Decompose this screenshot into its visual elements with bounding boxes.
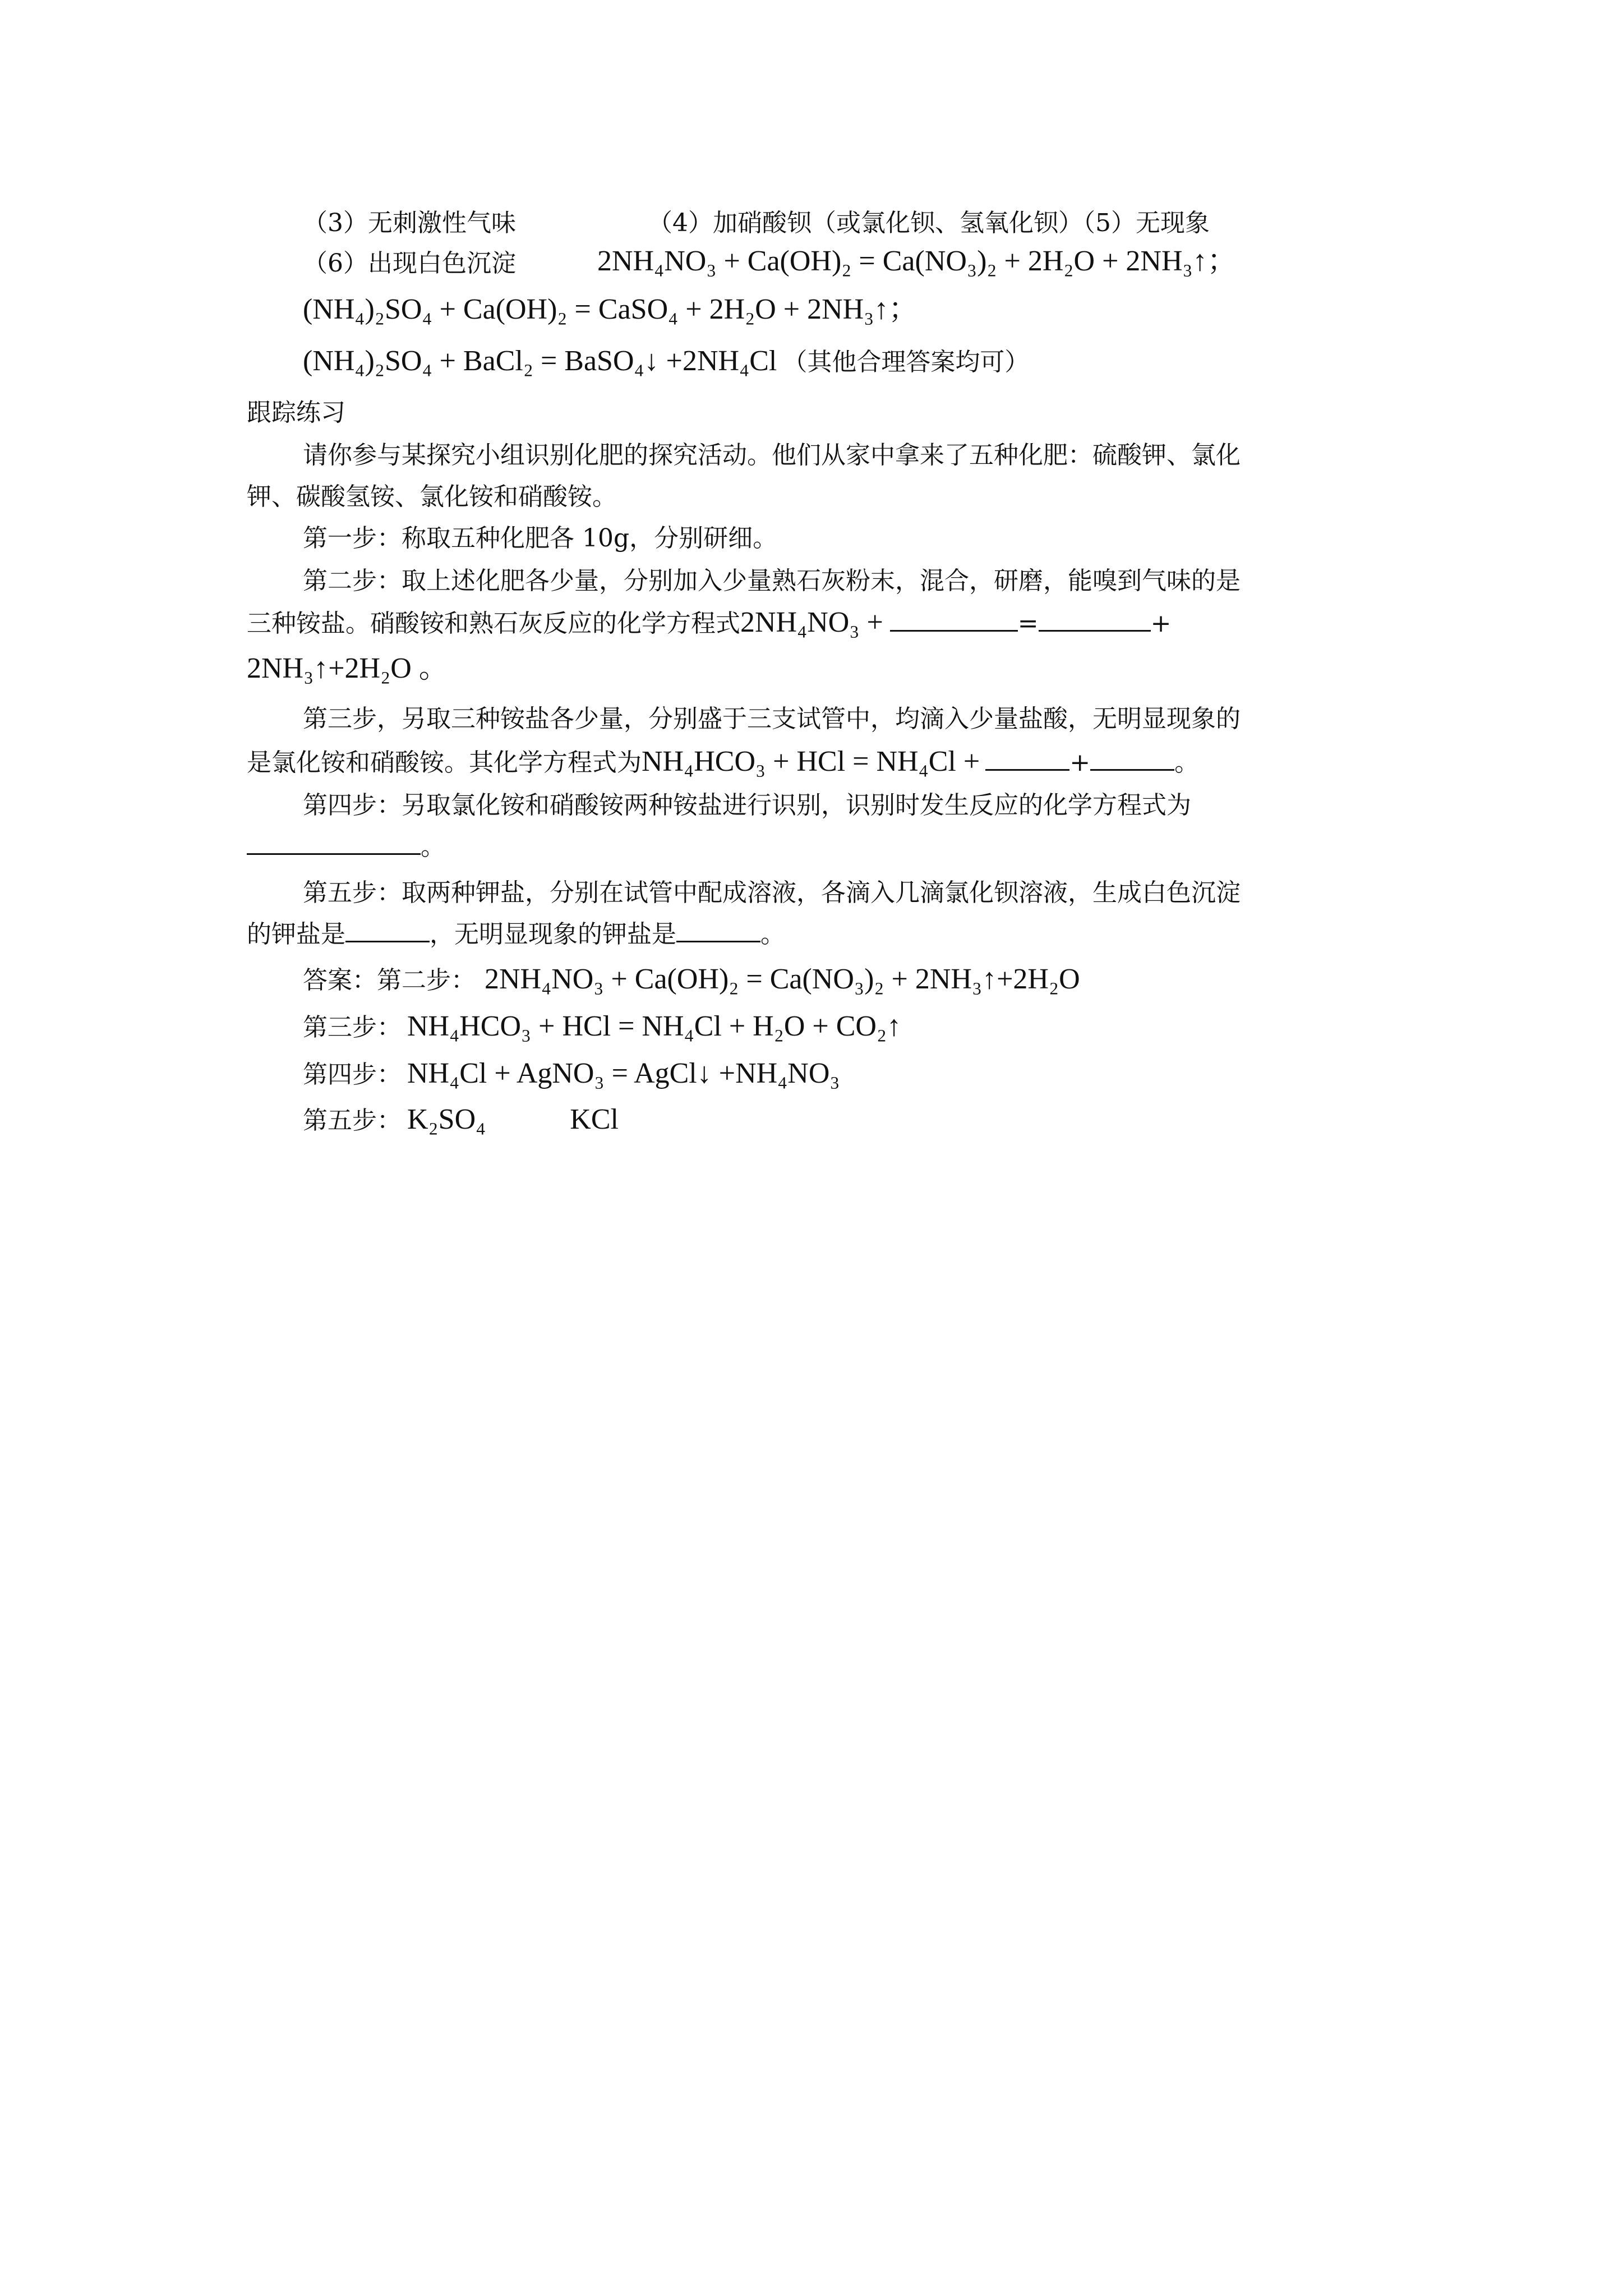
answer-kcl: KCl [570, 1103, 619, 1135]
step4-text: 第四步：另取氯化铵和硝酸铵两种铵盐进行识别，识别时发生反应的化学方程式为 [303, 791, 1191, 820]
step2-text-2: 三种铵盐。硝酸铵和熟石灰反应的化学方程式 [247, 609, 740, 638]
step3-text-1: 第三步，另取三种铵盐各少量，分别盛于三支试管中，均滴入少量盐酸，无明显现象的 [303, 705, 1241, 733]
section-title-text: 跟踪练习 [247, 398, 345, 427]
step3-blank-2[interactable] [1090, 747, 1174, 771]
step2-text-1: 第二步：取上述化肥各少量，分别加入少量熟石灰粉末，混合，研磨，能嗅到气味的是 [303, 567, 1241, 595]
prev-answer-item45 [648, 206, 1210, 240]
step2-equation-end: 2NH₃↑+2H₂O 。 [247, 652, 448, 684]
answer-k2so4: K₂SO₄ [407, 1103, 486, 1135]
step2-line1 [303, 564, 1241, 598]
question-intro-line2 [247, 480, 617, 514]
step2-line2 [247, 606, 1172, 641]
step5-text-a: 的钾盐是 [247, 920, 345, 949]
prev-answer-item3 [303, 206, 516, 240]
answer-label-2: 答案：第二步： [303, 966, 476, 995]
equation-3: (NH₄)₂SO₄ + BaCl₂ = BaSO₄↓ +2NH₄Cl [303, 345, 777, 377]
step3-blank-1[interactable] [985, 747, 1069, 771]
step2-plus: + [1150, 609, 1172, 638]
question-intro-line1 [303, 439, 1241, 472]
equation-1: 2NH₄NO₃ + Ca(OH)₂ = Ca(NO₃)₂ + 2H₂O + 2NH₃↑； [597, 245, 1237, 277]
prev-answer-eq1 [597, 245, 1237, 278]
step3-line2 [247, 745, 1199, 780]
step3-equation-start: NH₄HCO₃ + HCl = NH₄Cl + [642, 746, 980, 777]
step2-blank-1[interactable] [890, 608, 1018, 632]
step5-blank-1[interactable] [345, 918, 430, 942]
answer-equation-4: NH₄Cl + AgNO₃ = AgCl↓ +NH₄NO₃ [407, 1057, 840, 1089]
answer-label-5: 第五步： [303, 1106, 402, 1135]
step3-line1 [303, 702, 1241, 736]
section-title [247, 396, 345, 430]
answer-step3 [303, 1010, 901, 1045]
step4-line1 [303, 789, 1191, 822]
step2-equation-start: 2NH₄NO₃ + [740, 606, 883, 638]
step3-plus: + [1069, 748, 1091, 777]
step2-eq-sign: = [1017, 609, 1039, 638]
intro-text-2: 钾、碳酸氢铵、氯化铵和硝酸铵。 [247, 482, 617, 511]
step4-blank[interactable] [247, 831, 421, 855]
answer-equation-3: NH₄HCO₃ + HCl = NH₄Cl + H₂O + CO₂↑ [407, 1010, 902, 1042]
step5-blank-2[interactable] [676, 918, 760, 942]
step3-end: 。 [1174, 748, 1200, 777]
step4-line2 [247, 830, 445, 864]
prev-answer-eq2 [303, 293, 917, 326]
step5-line2 [247, 918, 785, 951]
equation-2: (NH₄)₂SO₄ + Ca(OH)₂ = CaSO₄ + 2H₂O + 2NH₃↑； [303, 293, 918, 325]
answer-label-3: 第三步： [303, 1013, 402, 1042]
step5-line1 [303, 876, 1241, 910]
intro-text-1: 请你参与某探究小组识别化肥的探究活动。他们从家中拿来了五种化肥：硫酸钾、氯化 [303, 441, 1241, 470]
step5-text-c: 。 [760, 920, 785, 949]
answer-equation-2: 2NH₄NO₃ + Ca(OH)₂ = Ca(NO₃)₂ + 2NH₃↑+2H₂O [485, 963, 1080, 995]
prev-answer-6: （6）出现白色沉淀 [303, 249, 516, 278]
step2-blank-2[interactable] [1039, 608, 1151, 632]
prev-answer-eq3 [303, 344, 1029, 379]
equation-3-note: （其他合理答案均可） [782, 348, 1030, 376]
step2-line3 [247, 652, 448, 685]
step4-end: 。 [421, 832, 445, 861]
step3-text-2: 是氯化铵和硝酸铵。其化学方程式为 [247, 748, 642, 777]
prev-answer-4-5: （4）加硝酸钡（或氯化钡、氢氧化钡）（5）无现象 [648, 209, 1210, 237]
prev-answer-3: （3）无刺激性气味 [303, 209, 516, 237]
answer-step4 [303, 1057, 840, 1092]
prev-answer-item6 [303, 247, 516, 280]
step5-text-1: 第五步：取两种钾盐，分别在试管中配成溶液，各滴入几滴氯化钡溶液，生成白色沉淀 [303, 878, 1241, 907]
answer-step5 [303, 1103, 619, 1138]
answer-label-4: 第四步： [303, 1060, 402, 1089]
step1-line [303, 522, 777, 555]
answer-step2 [303, 963, 1080, 997]
step5-text-b: ，无明显现象的钾盐是 [430, 920, 676, 949]
step1-text: 第一步：称取五种化肥各 10g，分别研细。 [303, 524, 778, 553]
